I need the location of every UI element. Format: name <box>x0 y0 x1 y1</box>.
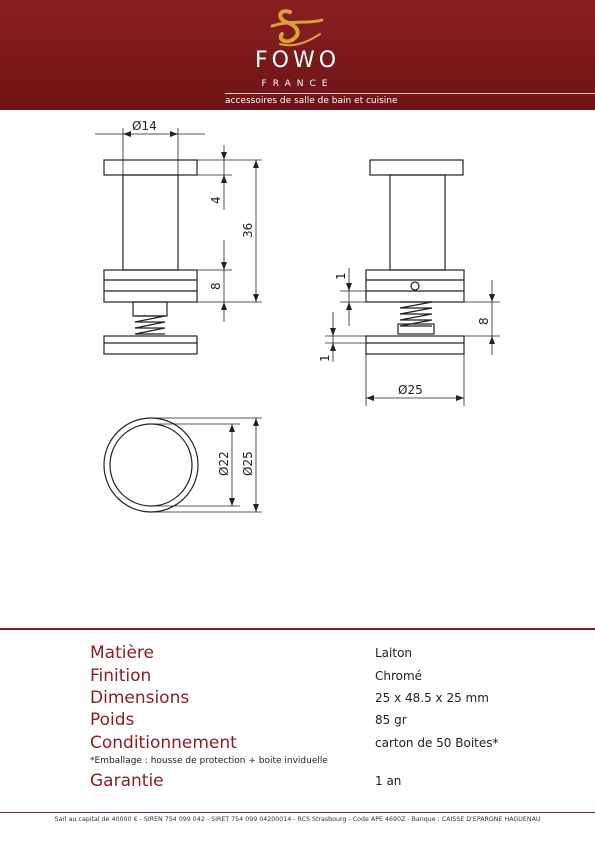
section-divider <box>0 628 595 630</box>
dim-h36: 36 <box>241 222 255 238</box>
inner-circle <box>110 424 192 506</box>
flange-right <box>366 336 464 354</box>
cap-top-right <box>370 160 463 175</box>
spec-value-poids: 85 gr <box>375 713 407 727</box>
spec-label-poids: Poids <box>90 710 135 730</box>
tagline: accessoires de salle de bain et cuisine <box>225 96 398 106</box>
dim-h4: 4 <box>209 196 223 204</box>
footer-rule <box>0 812 595 813</box>
dim-d22: Ø22 <box>217 451 231 476</box>
spec-label-garantie: Garantie <box>90 771 164 791</box>
thread-left <box>135 316 165 334</box>
packaging-note: *Emballage : housse de protection + boite inviduelle <box>90 756 328 766</box>
set-screw-icon <box>411 282 419 290</box>
brand-name: FOWO <box>254 48 341 73</box>
dim-d14: Ø14 <box>132 119 157 133</box>
spec-label-dimensions: Dimensions <box>90 688 190 708</box>
thread-right <box>400 302 432 326</box>
outer-circle <box>104 418 198 512</box>
stem-left <box>123 175 178 270</box>
base-ring-left <box>104 270 197 302</box>
dim-h1-bottom: 1 <box>318 354 332 362</box>
spec-value-matiere: Laiton <box>375 646 413 660</box>
dim-h8-right: 8 <box>477 317 491 325</box>
dim-h1-top: 1 <box>334 272 348 280</box>
collar-left <box>133 302 167 316</box>
tagline-rule <box>225 93 595 94</box>
header-banner <box>0 0 595 110</box>
spec-value-garantie: 1 an <box>375 774 402 788</box>
technical-drawing <box>0 110 595 630</box>
dim-d25-top: Ø25 <box>241 451 255 476</box>
spec-value-finition: Chromé <box>375 669 423 683</box>
flange-left <box>104 336 197 354</box>
spec-label-conditionnement: Conditionnement <box>90 733 237 753</box>
spec-label-matiere: Matière <box>90 643 155 663</box>
spec-value-dimensions: 25 x 48.5 x 25 mm <box>375 691 489 705</box>
company-legal-footer: Sarl au capital de 40000 € - SIREN 754 099 042 - SIRET 754 099 04200014 - RCS Strasbourg - Code APE 4690Z - Banque : CAISSE D'EPARGNE HAGUENAU <box>54 816 541 823</box>
stem-right <box>390 175 445 270</box>
dim-h8-left: 8 <box>209 282 223 290</box>
base-ring-right <box>366 270 464 302</box>
spec-value-conditionnement: carton de 50 Boites* <box>375 736 499 750</box>
dim-d25-side: Ø25 <box>398 383 423 397</box>
brand-country: FRANCE <box>261 79 334 89</box>
spec-label-finition: Finition <box>90 666 152 686</box>
cap-top-left <box>104 160 197 175</box>
